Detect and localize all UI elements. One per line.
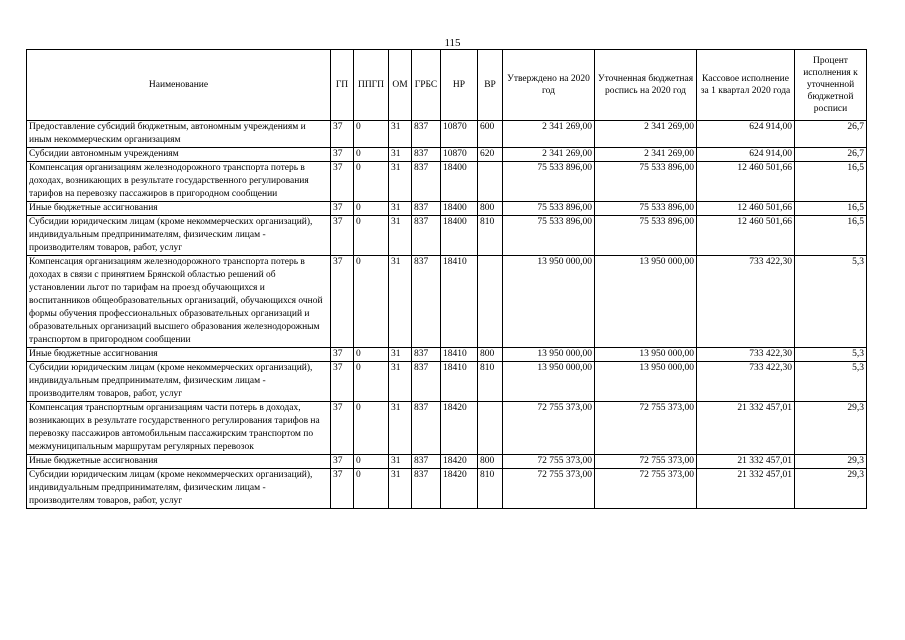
cell-ppgp: 0: [354, 348, 389, 362]
cell-name: Субсидии юридическим лицам (кроме некоммерческих организаций), индивидуальным предпринимателям, физическим лицам - производителям товаров, работ, услуг: [27, 469, 331, 509]
cell-name: Компенсация организациям железнодорожного транспорта потерь в доходах в связи с принятием Брянской областью решений об установлении льгот по тарифам на проезд обучающихся и воспитанников общеобразовательных организаций, обучающихся очной формы обучения профессиональных образовательных организаций и образовательных организаций высшего образования железнодорожным транспортом в пригородном сообщении: [27, 256, 331, 348]
cell-name: Субсидии автономным учреждениям: [27, 148, 331, 162]
cell-vr: [478, 402, 503, 455]
cell-gp: 37: [331, 256, 354, 348]
cell-approved: 75 533 896,00: [503, 162, 595, 202]
cell-approved: 72 755 373,00: [503, 455, 595, 469]
cell-nr: 18410: [441, 362, 478, 402]
cell-ppgp: 0: [354, 148, 389, 162]
cell-percent: 5,3: [795, 362, 867, 402]
cell-percent: 29,3: [795, 455, 867, 469]
cell-om: 31: [389, 148, 412, 162]
cell-cash: 21 332 457,01: [697, 402, 795, 455]
table-row: [27, 256, 867, 348]
cell-grbs: 837: [412, 216, 441, 256]
cell-om: 31: [389, 216, 412, 256]
cell-refined: 72 755 373,00: [595, 469, 697, 509]
cell-nr: 10870: [441, 121, 478, 148]
cell-refined: 75 533 896,00: [595, 202, 697, 216]
cell-vr: 810: [478, 362, 503, 402]
cell-cash: 624 914,00: [697, 121, 795, 148]
cell-approved: 75 533 896,00: [503, 216, 595, 256]
header-gp: ГП: [331, 50, 354, 121]
cell-refined: 2 341 269,00: [595, 121, 697, 148]
cell-nr: 18410: [441, 256, 478, 348]
cell-nr: 18410: [441, 348, 478, 362]
cell-nr: 18400: [441, 202, 478, 216]
cell-vr: 600: [478, 121, 503, 148]
cell-om: 31: [389, 202, 412, 216]
cell-cash: 12 460 501,66: [697, 162, 795, 202]
cell-refined: 72 755 373,00: [595, 455, 697, 469]
cell-cash: 624 914,00: [697, 148, 795, 162]
table-row: [27, 402, 867, 455]
header-approved: Утверждено на 2020 год: [503, 50, 595, 121]
cell-refined: 72 755 373,00: [595, 402, 697, 455]
cell-vr: 810: [478, 216, 503, 256]
cell-vr: 800: [478, 348, 503, 362]
table-row: [27, 162, 867, 202]
cell-om: 31: [389, 162, 412, 202]
cell-om: 31: [389, 402, 412, 455]
cell-nr: 18420: [441, 402, 478, 455]
cell-om: 31: [389, 256, 412, 348]
cell-approved: 13 950 000,00: [503, 348, 595, 362]
header-nr: НР: [441, 50, 478, 121]
cell-grbs: 837: [412, 362, 441, 402]
header-percent: Процент исполнения к уточненной бюджетной росписи: [795, 50, 867, 121]
cell-ppgp: 0: [354, 121, 389, 148]
cell-refined: 13 950 000,00: [595, 348, 697, 362]
cell-gp: 37: [331, 162, 354, 202]
cell-om: 31: [389, 362, 412, 402]
header-om: ОМ: [389, 50, 412, 121]
header-refined: Уточненная бюджетная роспись на 2020 год: [595, 50, 697, 121]
cell-gp: 37: [331, 121, 354, 148]
cell-grbs: 837: [412, 455, 441, 469]
cell-percent: 5,3: [795, 348, 867, 362]
cell-cash: 733 422,30: [697, 256, 795, 348]
cell-vr: [478, 256, 503, 348]
cell-percent: 26,7: [795, 121, 867, 148]
cell-gp: 37: [331, 455, 354, 469]
cell-gp: 37: [331, 469, 354, 509]
cell-gp: 37: [331, 402, 354, 455]
cell-ppgp: 0: [354, 202, 389, 216]
cell-grbs: 837: [412, 162, 441, 202]
cell-percent: 29,3: [795, 402, 867, 455]
cell-name: Субсидии юридическим лицам (кроме некоммерческих организаций), индивидуальным предпринимателям, физическим лицам - производителям товаров, работ, услуг: [27, 362, 331, 402]
cell-gp: 37: [331, 216, 354, 256]
page-number: 115: [444, 37, 461, 49]
cell-ppgp: 0: [354, 402, 389, 455]
cell-om: 31: [389, 469, 412, 509]
cell-approved: 13 950 000,00: [503, 256, 595, 348]
cell-om: 31: [389, 348, 412, 362]
cell-refined: 13 950 000,00: [595, 256, 697, 348]
cell-name: Иные бюджетные ассигнования: [27, 202, 331, 216]
cell-name: Иные бюджетные ассигнования: [27, 455, 331, 469]
cell-vr: 620: [478, 148, 503, 162]
cell-ppgp: 0: [354, 162, 389, 202]
cell-grbs: 837: [412, 469, 441, 509]
cell-name: Предоставление субсидий бюджетным, автономным учреждениям и иным некоммерческим организациям: [27, 121, 331, 148]
table-row: [27, 469, 867, 509]
header-vr: ВР: [478, 50, 503, 121]
cell-ppgp: 0: [354, 469, 389, 509]
cell-nr: 10870: [441, 148, 478, 162]
cell-cash: 12 460 501,66: [697, 202, 795, 216]
cell-percent: 16,5: [795, 162, 867, 202]
cell-approved: 72 755 373,00: [503, 469, 595, 509]
cell-ppgp: 0: [354, 216, 389, 256]
cell-grbs: 837: [412, 402, 441, 455]
cell-cash: 21 332 457,01: [697, 455, 795, 469]
cell-approved: 13 950 000,00: [503, 362, 595, 402]
cell-percent: 16,5: [795, 202, 867, 216]
header-row: [27, 50, 867, 121]
cell-name: Компенсация организациям железнодорожного транспорта потерь в доходах, возникающих в результате государственного регулирования тарифов на перевозку пассажиров в пригородном сообщении: [27, 162, 331, 202]
table-row: [27, 362, 867, 402]
cell-gp: 37: [331, 148, 354, 162]
cell-grbs: 837: [412, 256, 441, 348]
cell-gp: 37: [331, 202, 354, 216]
table-row: [27, 455, 867, 469]
cell-grbs: 837: [412, 148, 441, 162]
cell-approved: 72 755 373,00: [503, 402, 595, 455]
cell-gp: 37: [331, 348, 354, 362]
header-name: Наименование: [27, 50, 331, 121]
cell-cash: 21 332 457,01: [697, 469, 795, 509]
cell-percent: 5,3: [795, 256, 867, 348]
cell-grbs: 837: [412, 121, 441, 148]
cell-vr: 810: [478, 469, 503, 509]
cell-vr: 800: [478, 202, 503, 216]
table-row: [27, 348, 867, 362]
cell-cash: 12 460 501,66: [697, 216, 795, 256]
cell-approved: 75 533 896,00: [503, 202, 595, 216]
cell-nr: 18420: [441, 469, 478, 509]
cell-percent: 29,3: [795, 469, 867, 509]
table-row: [27, 202, 867, 216]
cell-cash: 733 422,30: [697, 348, 795, 362]
cell-name: Компенсация транспортным организациям части потерь в доходах, возникающих в результате государственного регулирования тарифов на перевозку пассажиров автомобильным пассажирским транспортом по межмуниципальным маршрутам регулярных перевозок: [27, 402, 331, 455]
cell-name: Субсидии юридическим лицам (кроме некоммерческих организаций), индивидуальным предпринимателям, физическим лицам - производителям товаров, работ, услуг: [27, 216, 331, 256]
cell-cash: 733 422,30: [697, 362, 795, 402]
cell-nr: 18420: [441, 455, 478, 469]
cell-refined: 2 341 269,00: [595, 148, 697, 162]
cell-approved: 2 341 269,00: [503, 148, 595, 162]
header-ppgp: ППГП: [354, 50, 389, 121]
cell-vr: [478, 162, 503, 202]
cell-approved: 2 341 269,00: [503, 121, 595, 148]
cell-gp: 37: [331, 362, 354, 402]
cell-ppgp: 0: [354, 256, 389, 348]
cell-nr: 18400: [441, 162, 478, 202]
cell-refined: 13 950 000,00: [595, 362, 697, 402]
cell-name: Иные бюджетные ассигнования: [27, 348, 331, 362]
header-cash: Кассовое исполнение за 1 квартал 2020 года: [697, 50, 795, 121]
cell-vr: 800: [478, 455, 503, 469]
cell-percent: 26,7: [795, 148, 867, 162]
cell-refined: 75 533 896,00: [595, 162, 697, 202]
table-row: [27, 148, 867, 162]
cell-ppgp: 0: [354, 455, 389, 469]
cell-percent: 16,5: [795, 216, 867, 256]
cell-om: 31: [389, 121, 412, 148]
table-row: [27, 216, 867, 256]
cell-om: 31: [389, 455, 412, 469]
cell-refined: 75 533 896,00: [595, 216, 697, 256]
header-grbs: ГРБС: [412, 50, 441, 121]
cell-grbs: 837: [412, 202, 441, 216]
budget-table: [26, 49, 867, 509]
cell-ppgp: 0: [354, 362, 389, 402]
cell-nr: 18400: [441, 216, 478, 256]
table-row: [27, 121, 867, 148]
cell-grbs: 837: [412, 348, 441, 362]
